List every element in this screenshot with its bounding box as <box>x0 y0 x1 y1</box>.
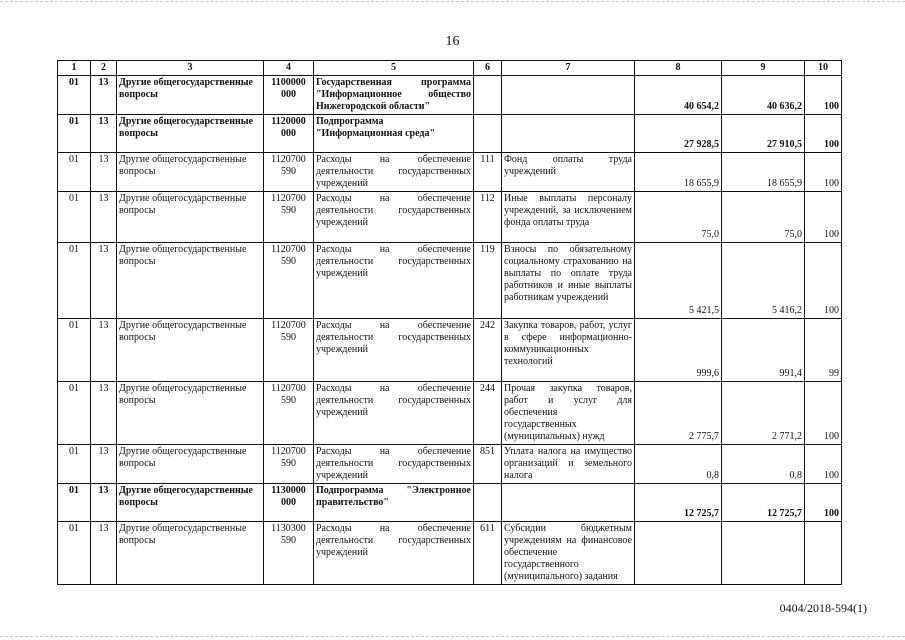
table-row <box>58 445 842 484</box>
header-cell: 10 <box>805 61 842 76</box>
section-name: Другие общегосударственные вопросы <box>117 115 264 153</box>
execution-percent: 99 <box>805 319 842 382</box>
planned-amount: 5 421,5 <box>635 243 722 319</box>
header-cell: 7 <box>502 61 635 76</box>
scan-edge-bottom <box>0 636 905 638</box>
section-name: Другие общегосударственные вопросы <box>117 522 264 585</box>
subsection-code: 13 <box>91 522 117 585</box>
header-cell: 1 <box>58 61 91 76</box>
executed-amount: 0,8 <box>722 445 805 484</box>
target-article-name: Расходы на обеспечение деятельности государственных учреждений <box>314 522 474 585</box>
executed-amount: 18 655,9 <box>722 153 805 192</box>
table-row <box>58 484 842 522</box>
header-cell: 8 <box>635 61 722 76</box>
target-article-name: Расходы на обеспечение деятельности государственных учреждений <box>314 319 474 382</box>
target-article-name: Расходы на обеспечение деятельности государственных учреждений <box>314 192 474 243</box>
target-article-name: Подпрограмма "Электронное правительство" <box>314 484 474 522</box>
expense-type-code: 111 <box>474 153 502 192</box>
expense-type-name <box>502 76 635 115</box>
expense-type-code: 611 <box>474 522 502 585</box>
subsection-code: 13 <box>91 153 117 192</box>
table-row <box>58 243 842 319</box>
section-name: Другие общегосударственные вопросы <box>117 153 264 192</box>
expense-type-name: Фонд оплаты труда учреждений <box>502 153 635 192</box>
executed-amount: 2 771,2 <box>722 382 805 445</box>
expense-type-name: Уплата налога на имущество организаций и земельного налога <box>502 445 635 484</box>
execution-percent: 100 <box>805 484 842 522</box>
table-row <box>58 115 842 153</box>
subsection-code: 13 <box>91 484 117 522</box>
expense-type-name: Закупка товаров, работ, услуг в сфере информационно-коммуникационных технологий <box>502 319 635 382</box>
execution-percent: 100 <box>805 76 842 115</box>
planned-amount: 75,0 <box>635 192 722 243</box>
subsection-code: 13 <box>91 76 117 115</box>
subsection-code: 13 <box>91 319 117 382</box>
expense-type-code: 244 <box>474 382 502 445</box>
subsection-code: 13 <box>91 445 117 484</box>
section-code: 01 <box>58 522 91 585</box>
target-article-name: Государственная программа "Информационное общество Нижегородской области" <box>314 76 474 115</box>
subsection-code: 13 <box>91 115 117 153</box>
executed-amount: 5 416,2 <box>722 243 805 319</box>
section-code: 01 <box>58 192 91 243</box>
executed-amount <box>722 522 805 585</box>
expense-type-name: Субсидии бюджетным учреждениям на финансовое обеспечение государственного (муниципального) задания <box>502 522 635 585</box>
planned-amount: 999,6 <box>635 319 722 382</box>
target-article-name: Расходы на обеспечение деятельности государственных учреждений <box>314 153 474 192</box>
header-cell: 2 <box>91 61 117 76</box>
target-article-name: Подпрограмма "Информационная среда" <box>314 115 474 153</box>
target-article-name: Расходы на обеспечение деятельности государственных учреждений <box>314 382 474 445</box>
section-name: Другие общегосударственные вопросы <box>117 243 264 319</box>
target-article-code: 1100000 000 <box>264 76 314 115</box>
target-article-code: 1120700 590 <box>264 243 314 319</box>
header-cell: 5 <box>314 61 474 76</box>
section-name: Другие общегосударственные вопросы <box>117 319 264 382</box>
planned-amount: 27 928,5 <box>635 115 722 153</box>
scan-edge-top <box>0 1 905 3</box>
execution-percent: 100 <box>805 153 842 192</box>
table-row <box>58 192 842 243</box>
executed-amount: 991,4 <box>722 319 805 382</box>
section-code: 01 <box>58 76 91 115</box>
section-code: 01 <box>58 115 91 153</box>
target-article-code: 1120700 590 <box>264 445 314 484</box>
header-cell: 3 <box>117 61 264 76</box>
target-article-code: 1120700 590 <box>264 192 314 243</box>
subsection-code: 13 <box>91 382 117 445</box>
subsection-code: 13 <box>91 243 117 319</box>
target-article-name: Расходы на обеспечение деятельности государственных учреждений <box>314 243 474 319</box>
expense-type-code: 851 <box>474 445 502 484</box>
table-row <box>58 319 842 382</box>
target-article-code: 1120700 590 <box>264 319 314 382</box>
page-number: 16 <box>445 34 460 49</box>
section-code: 01 <box>58 319 91 382</box>
planned-amount: 40 654,2 <box>635 76 722 115</box>
execution-percent: 100 <box>805 192 842 243</box>
expense-type-code: 119 <box>474 243 502 319</box>
header-cell: 9 <box>722 61 805 76</box>
header-row <box>58 61 842 76</box>
planned-amount: 2 775,7 <box>635 382 722 445</box>
planned-amount <box>635 522 722 585</box>
execution-percent: 100 <box>805 243 842 319</box>
header-cell: 6 <box>474 61 502 76</box>
expense-type-code: 242 <box>474 319 502 382</box>
expense-type-name: Прочая закупка товаров, работ и услуг для обеспечения государственных (муниципальных) нужд <box>502 382 635 445</box>
planned-amount: 0,8 <box>635 445 722 484</box>
section-name: Другие общегосударственные вопросы <box>117 445 264 484</box>
section-code: 01 <box>58 243 91 319</box>
section-name: Другие общегосударственные вопросы <box>117 192 264 243</box>
subsection-code: 13 <box>91 192 117 243</box>
header-cell: 4 <box>264 61 314 76</box>
expense-type-code <box>474 115 502 153</box>
execution-percent: 100 <box>805 115 842 153</box>
planned-amount: 12 725,7 <box>635 484 722 522</box>
execution-percent: 100 <box>805 445 842 484</box>
table-row <box>58 153 842 192</box>
executed-amount: 75,0 <box>722 192 805 243</box>
table-row <box>58 76 842 115</box>
expense-type-name <box>502 484 635 522</box>
execution-percent <box>805 522 842 585</box>
executed-amount: 40 636,2 <box>722 76 805 115</box>
section-name: Другие общегосударственные вопросы <box>117 484 264 522</box>
executed-amount: 27 910,5 <box>722 115 805 153</box>
section-code: 01 <box>58 153 91 192</box>
target-article-code: 1120700 590 <box>264 382 314 445</box>
expense-type-code <box>474 76 502 115</box>
section-code: 01 <box>58 484 91 522</box>
document-registration-code: 0404/2018-594(1) <box>779 601 867 615</box>
expense-type-name: Взносы по обязательному социальному страхованию на выплаты по оплате труда работников и иные выплаты работникам учреждений <box>502 243 635 319</box>
target-article-name: Расходы на обеспечение деятельности государственных учреждений <box>314 445 474 484</box>
executed-amount: 12 725,7 <box>722 484 805 522</box>
budget-table <box>57 60 842 585</box>
table-row <box>58 522 842 585</box>
expense-type-name: Иные выплаты персоналу учреждений, за исключением фонда оплаты труда <box>502 192 635 243</box>
planned-amount: 18 655,9 <box>635 153 722 192</box>
section-code: 01 <box>58 382 91 445</box>
expense-type-code <box>474 484 502 522</box>
expense-type-name <box>502 115 635 153</box>
target-article-code: 1130000 000 <box>264 484 314 522</box>
expense-type-code: 112 <box>474 192 502 243</box>
target-article-code: 1120000 000 <box>264 115 314 153</box>
section-code: 01 <box>58 445 91 484</box>
target-article-code: 1120700 590 <box>264 153 314 192</box>
target-article-code: 1130300 590 <box>264 522 314 585</box>
section-name: Другие общегосударственные вопросы <box>117 76 264 115</box>
section-name: Другие общегосударственные вопросы <box>117 382 264 445</box>
table-row <box>58 382 842 445</box>
execution-percent: 100 <box>805 382 842 445</box>
